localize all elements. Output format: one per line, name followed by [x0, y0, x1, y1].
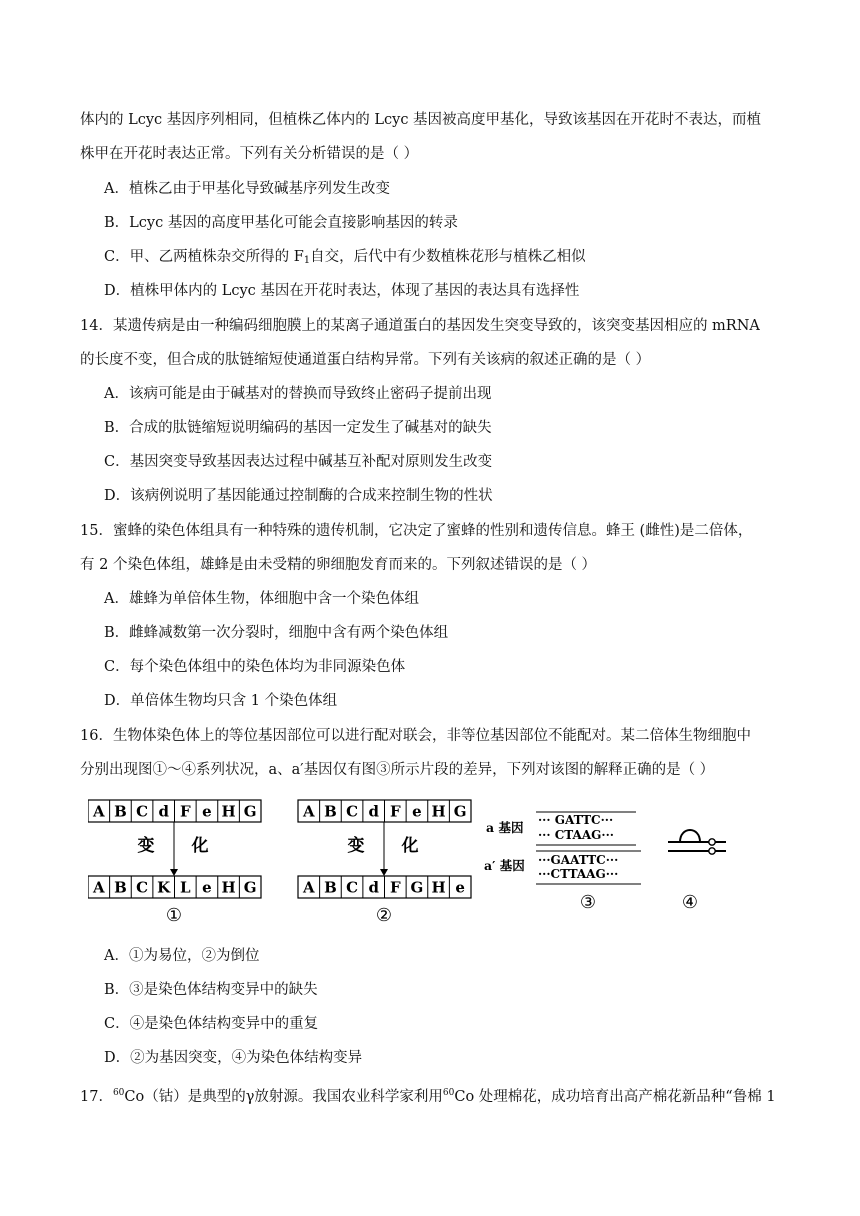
- a-prime-seq-top: ···GAATTC···: [538, 853, 619, 867]
- figure-label-2: ②: [375, 905, 393, 926]
- q14-stem-2: 的长度不变，但合成的肽链缩短使通道蛋白结构异常。下列有关该病的叙述正确的是（ ）: [80, 352, 651, 368]
- figure-label-4: ④: [681, 892, 699, 913]
- a-gene-label: a 基因: [486, 820, 524, 835]
- superscript: 60: [442, 1088, 455, 1098]
- gene-label: e: [412, 802, 422, 821]
- centromere: [709, 848, 715, 854]
- gene-label: d: [158, 802, 169, 821]
- gene-label: H: [221, 802, 236, 821]
- q16-stem-1: 16．生物体染色体上的等位基因部位可以进行配对联会，非等位基因部位不能配对。某二倍体生物细胞中: [80, 728, 751, 744]
- gene-label: B: [324, 878, 337, 897]
- gene-label: B: [324, 802, 337, 821]
- a-seq-bottom: ··· CTAAG···: [538, 828, 614, 842]
- gene-label: G: [243, 878, 257, 897]
- q17-text: Co（钴）是典型的γ放射源。我国农业科学家利用: [124, 1089, 443, 1105]
- gene-label: H: [431, 878, 446, 897]
- subscript: 1: [303, 255, 311, 266]
- q13-option-c-text-rest: 自交，后代中有少数植株花形与植株乙相似: [310, 249, 586, 265]
- gene-label: e: [455, 878, 465, 897]
- gene-label: A: [302, 878, 315, 897]
- q13-option-c-text: C．甲、乙两植株杂交所得的 F: [104, 249, 304, 265]
- q16-option-d: D．②为基因突变，④为染色体结构变异: [104, 1050, 363, 1066]
- q15-option-c: C．每个染色体组中的染色体均为非同源染色体: [104, 659, 406, 675]
- text-line: 体内的 Lcyc 基因序列相同，但植株乙体内的 Lcyc 基因被高度甲基化，导致该基因在开花时不表达，而植: [80, 112, 762, 128]
- figure-label-3: ③: [579, 892, 597, 913]
- gene-row: [92, 876, 257, 898]
- a-prime-seq-bottom: ···CTTAAG···: [538, 867, 619, 881]
- q16-stem-2: 分别出现图①～④系列状况，a、a′基因仅有图③所示片段的差异，下列对该图的解释正确的是（ ）: [80, 762, 715, 778]
- arrow-head: [380, 869, 388, 876]
- q14-option-c: C．基因突变导致基因表达过程中碱基互补配对原则发生改变: [104, 454, 493, 470]
- gene-label: F: [389, 878, 401, 897]
- q15-option-a: A．雄蜂为单倍体生物，体细胞中含一个染色体组: [104, 591, 419, 607]
- gene-label: F: [179, 802, 191, 821]
- gene-label: C: [136, 802, 149, 821]
- figure-label-1: ①: [165, 905, 183, 926]
- change-label: 化: [191, 836, 209, 856]
- q17-text-rest: Co 处理棉花，成功培育出高产棉花新品种“鲁棉 1: [454, 1089, 776, 1105]
- arrow-head: [170, 869, 178, 876]
- figure-1: [88, 800, 261, 926]
- gene-label: A: [92, 878, 105, 897]
- gene-label: H: [431, 802, 446, 821]
- gene-row: [92, 800, 257, 822]
- gene-row: [302, 800, 467, 822]
- q15-option-b: B．雌蜂减数第一次分裂时，细胞中含有两个染色体组: [104, 625, 449, 641]
- q13-option-a: A．植株乙由于甲基化导致碱基序列发生改变: [104, 181, 390, 197]
- gene-label: G: [243, 802, 257, 821]
- q15-option-d: D．单倍体生物均只含 1 个染色体组: [104, 693, 338, 709]
- gene-label: G: [410, 878, 424, 897]
- chromosome-loop: [680, 830, 700, 842]
- change-label: 变: [347, 836, 365, 856]
- gene-label: B: [114, 878, 127, 897]
- q16-figure: [88, 796, 748, 926]
- figure-4: [668, 830, 726, 913]
- change-label: 化: [401, 836, 419, 856]
- gene-label: d: [368, 802, 379, 821]
- gene-label: C: [346, 802, 359, 821]
- gene-row: [302, 876, 465, 898]
- gene-label: A: [302, 802, 315, 821]
- gene-label: e: [202, 878, 212, 897]
- q13-option-b: B．Lcyc 基因的高度甲基化可能会直接影响基因的转录: [104, 215, 458, 231]
- gene-label: A: [92, 802, 105, 821]
- q15-stem-1: 15．蜜蜂的染色体组具有一种特殊的遗传机制，它决定了蜜蜂的性别和遗传信息。蜂王 (雌性)是二倍体，: [80, 523, 753, 539]
- q15-stem-2: 有 2 个染色体组，雄蜂是由未受精的卵细胞发育而来的。下列叙述错误的是（ ）: [80, 557, 597, 573]
- q13-option-c: [104, 247, 586, 271]
- q14-option-a: A．该病可能是由于碱基对的替换而导致终止密码子提前出现: [104, 386, 492, 402]
- gene-label: F: [389, 802, 401, 821]
- q17-number: 17．: [80, 1089, 113, 1105]
- gene-label: K: [157, 878, 171, 897]
- change-label: 变: [137, 836, 155, 856]
- q16-option-b: B．③是染色体结构变异中的缺失: [104, 982, 318, 998]
- gene-label: C: [346, 878, 359, 897]
- a-prime-gene-label: a′ 基因: [484, 858, 525, 873]
- q17-stem-1: [80, 1083, 776, 1107]
- q14-stem-1: 14．某遗传病是由一种编码细胞膜上的某离子通道蛋白的基因发生突变导致的，该突变基因相应的 mRNA: [80, 318, 760, 334]
- gene-label: d: [368, 878, 379, 897]
- q14-option-b: B．合成的肽链缩短说明编码的基因一定发生了碱基对的缺失: [104, 420, 492, 436]
- a-seq-top: ··· GATTC···: [538, 813, 614, 827]
- q14-option-d: D．该病例说明了基因能通过控制酶的合成来控制生物的性状: [104, 488, 493, 504]
- superscript: 60: [112, 1088, 125, 1098]
- gene-label: e: [202, 802, 212, 821]
- centromere: [709, 839, 715, 845]
- q13-option-d: D．植株甲体内的 Lcyc 基因在开花时表达，体现了基因的表达具有选择性: [104, 283, 580, 299]
- gene-label: C: [136, 878, 149, 897]
- q16-option-c: C．④是染色体结构变异中的重复: [104, 1016, 319, 1032]
- figure-3: [484, 812, 641, 913]
- text-line: 株甲在开花时表达正常。下列有关分析错误的是（ ）: [80, 146, 419, 162]
- gene-label: B: [114, 802, 127, 821]
- gene-label: H: [221, 878, 236, 897]
- gene-label: L: [180, 878, 191, 897]
- q16-option-a: A．①为易位，②为倒位: [104, 948, 260, 964]
- figure-2: [298, 800, 471, 926]
- gene-label: G: [453, 802, 467, 821]
